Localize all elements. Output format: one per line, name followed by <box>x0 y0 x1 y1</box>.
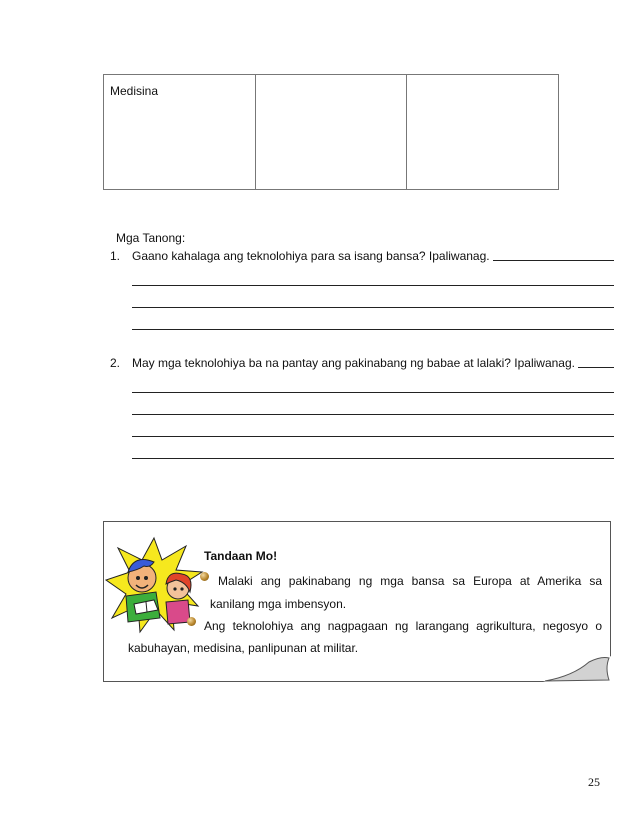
answer-line[interactable] <box>132 392 614 393</box>
note-bullet-2-line-2: kabuhayan, medisina, panlipunan at militar. <box>128 641 359 655</box>
answer-line[interactable] <box>132 414 614 415</box>
answer-line[interactable] <box>132 307 614 308</box>
answer-line[interactable] <box>132 285 614 286</box>
answer-line[interactable] <box>132 436 614 437</box>
note-title: Tandaan Mo! <box>204 549 278 563</box>
question-number: 1. <box>110 249 121 263</box>
reminder-note-box <box>103 521 611 682</box>
bullet-icon <box>200 572 209 581</box>
note-bullet-1-line-2: kanilang mga imbensyon. <box>210 597 347 611</box>
table-cell-label: Medisina <box>110 84 159 98</box>
table-cell-empty[interactable] <box>255 75 407 189</box>
question-text: Gaano kahalaga ang teknolohiya para sa isang bansa? Ipaliwanag. <box>132 249 490 263</box>
medicine-table-row <box>103 74 559 190</box>
answer-line[interactable] <box>132 329 614 330</box>
question-2 <box>110 355 614 459</box>
note-bullet-2-line-1: Ang teknolohiya ang nagpagaan ng larangang agrikultura, negosyo o <box>204 619 602 633</box>
answer-line[interactable] <box>578 355 614 368</box>
note-bullet-1-line-1: Malaki ang pakinabang ng mga bansa sa Europa at Amerika sa <box>218 574 602 588</box>
page-number: 25 <box>588 775 600 789</box>
answer-line[interactable] <box>493 248 614 261</box>
question-1 <box>110 248 614 330</box>
page-curl-icon <box>543 656 611 682</box>
answer-line[interactable] <box>132 458 614 459</box>
bullet-icon <box>187 617 196 626</box>
questions-heading: Mga Tanong: <box>116 231 186 245</box>
question-number: 2. <box>110 356 121 370</box>
table-cell-empty[interactable] <box>406 75 558 189</box>
question-text: May mga teknolohiya ba na pantay ang pakinabang ng babae at lalaki? Ipaliwanag. <box>132 356 575 370</box>
